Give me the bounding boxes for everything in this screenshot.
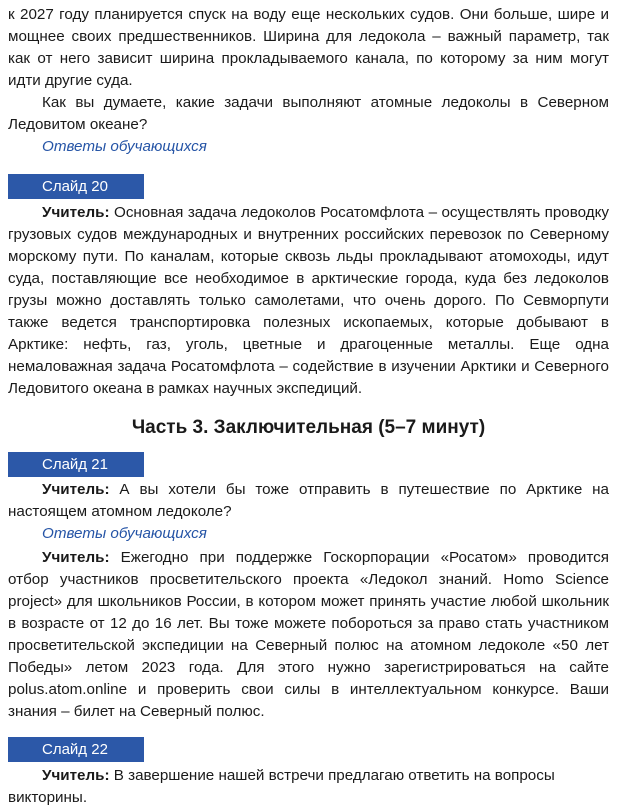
slide-20-section (8, 202, 609, 400)
slide-21-text: Ежегодно при поддержке Госкорпорации «Росатом» проводится отбор участников просветительского проекта «Ледокол знаний. Homo Science project» для школьников России, в котором может принять участие любой школьник в возрасте от 12 до 16 лет. Вы тоже можете побороться за право стать участником просветительской экспедиции на Северный полюс на атомном ледоколе «50 лет Победы» летом 2023 года. Для этого нужно зарегистрироваться на сайте polus.atom.online и проверить свои силы в интеллектуальном конкурсе. Ваши знания – билет на Северный полюс. (8, 549, 609, 720)
slide-22-text: В завершение нашей встречи предлагаю ответить на вопросы викторины. (8, 767, 555, 806)
slide-20-text: Основная задача ледоколов Росатомфлота – осуществлять проводку грузовых судов международных и внутренних российских перевозок по Северному морскому пути. По каналам, которые сквозь льды прокладывают атомоходы, идут суда, поставляющие все необходимое в арктические города, куда без ледоколов грузы можно доставлять только самолетами, что очень дорого. По Севморпути также ведется транспортировка полезных ископаемых, которые добывают в Арктике: нефть, газ, уголь, цветные и драгоценные металлы. Еще одна немаловажная задача Росатомфлота – содействие в изучении Арктики и Северного Ледовитого океана в рамках научных экспедиций. (8, 204, 609, 397)
slide-21-question (8, 479, 609, 523)
slide-21-paragraph (8, 547, 609, 723)
intro-paragraph: к 2027 году планируется спуск на воду еще нескольких судов. Они больше, шире и мощнее своих предшественников. Ширина для ледокола – важный параметр, так как от него зависит ширина прокладываемого канала, по которому за ним могут идти другие суда. (8, 6, 609, 89)
slide-21-label: Слайд 21 (8, 452, 144, 477)
student-answers-note: Ответы обучающихся (42, 525, 207, 542)
slide-21-section (8, 479, 609, 545)
slide-21-question-text: А вы хотели бы тоже отправить в путешествие по Арктике на настоящем атомном ледоколе? (8, 481, 609, 520)
part-3-heading: Часть 3. Заключительная (5–7 минут) (131, 417, 486, 438)
intro-question: Как вы думаете, какие задачи выполняют атомные ледоколы в Северном Ледовитом океане? (8, 94, 609, 133)
teacher-speaker: Учитель: (42, 481, 110, 498)
intro-section (8, 4, 609, 158)
teacher-speaker: Учитель: (42, 549, 110, 566)
slide-20-label: Слайд 20 (8, 174, 144, 199)
slide-22-section (8, 765, 609, 809)
student-answers-note: Ответы обучающихся (42, 138, 207, 155)
slide-22-paragraph (8, 765, 609, 809)
slide-21-info (8, 547, 609, 723)
teacher-speaker: Учитель: (42, 767, 110, 784)
slide-20-paragraph (8, 202, 609, 400)
teacher-speaker: Учитель: (42, 204, 110, 221)
slide-22-label: Слайд 22 (8, 737, 144, 762)
